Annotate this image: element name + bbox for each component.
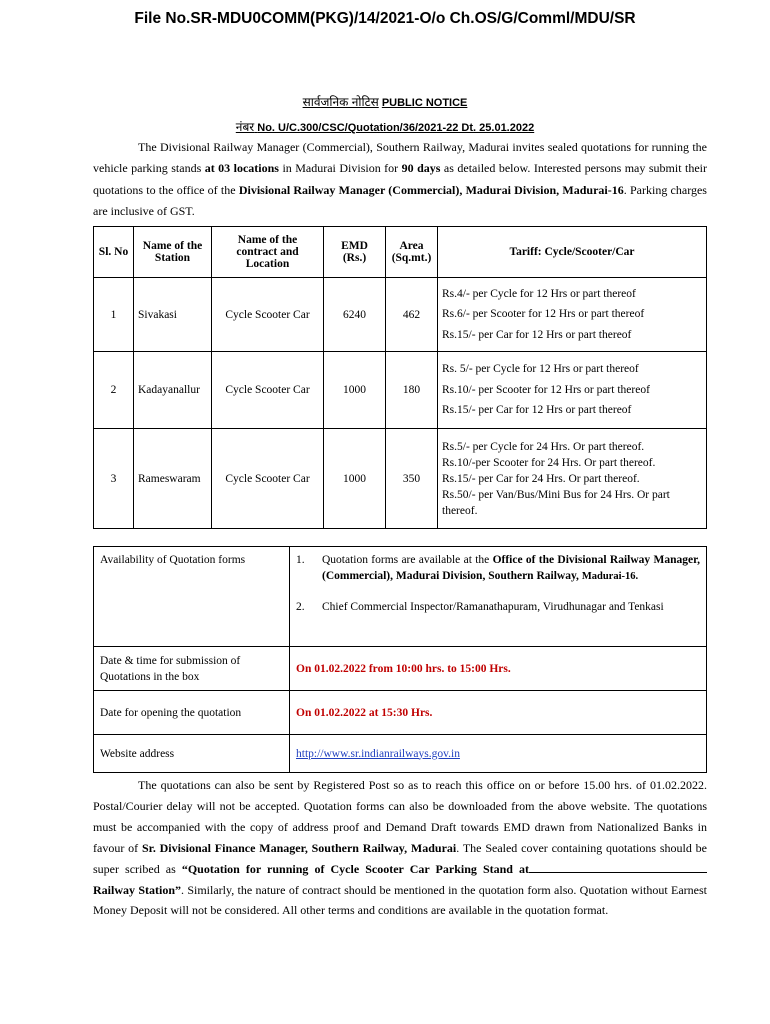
cell-sl: 2 bbox=[94, 352, 134, 429]
table-row bbox=[94, 647, 707, 691]
col-header-area: Area (Sq.mt.) bbox=[386, 227, 438, 278]
cell-contract: Cycle Scooter Car bbox=[212, 352, 324, 429]
cell-emd: 6240 bbox=[324, 278, 386, 352]
cell-sl: 3 bbox=[94, 429, 134, 529]
cell-area: 180 bbox=[386, 352, 438, 429]
number-hindi: नंबर bbox=[235, 120, 255, 134]
website-link[interactable]: http://www.sr.indianrailways.gov.in bbox=[296, 747, 460, 760]
cell-tariff: Rs. 5/- per Cycle for 12 Hrs or part thereof Rs.10/- per Scooter for 12 Hrs or part thereof Rs.15/- per Car for 12 Hrs or part thereof bbox=[438, 352, 707, 429]
cell-sl: 1 bbox=[94, 278, 134, 352]
submission-label: Date & time for submission of Quotations in the box bbox=[94, 647, 290, 691]
cell-station: Rameswaram bbox=[134, 429, 212, 529]
cell-station: Sivakasi bbox=[134, 278, 212, 352]
cell-tariff: Rs.4/- per Cycle for 12 Hrs or part thereof Rs.6/- per Scooter for 12 Hrs or part thereof Rs.15/- per Car for 12 Hrs or part thereof bbox=[438, 278, 707, 352]
quotation-details-table bbox=[93, 546, 707, 773]
cell-emd: 1000 bbox=[324, 352, 386, 429]
table-row bbox=[94, 735, 707, 773]
table-row bbox=[94, 278, 707, 352]
blank-underline bbox=[529, 862, 707, 873]
website-cell bbox=[290, 735, 707, 773]
website-label: Website address bbox=[94, 735, 290, 773]
table-row bbox=[94, 429, 707, 529]
notice-number bbox=[0, 118, 770, 135]
cell-contract: Cycle Scooter Car bbox=[212, 429, 324, 529]
col-header-tariff: Tariff: Cycle/Scooter/Car bbox=[438, 227, 707, 278]
table-row bbox=[94, 352, 707, 429]
opening-value: On 01.02.2022 at 15:30 Hrs. bbox=[290, 691, 707, 735]
opening-label: Date for opening the quotation bbox=[94, 691, 290, 735]
col-header-contract: Name of the contract and Location bbox=[212, 227, 324, 278]
intro-paragraph: The Divisional Railway Manager (Commercial), Southern Railway, Madurai invites sealed quotations for running the vehicle parking stands at 03 locations in Madurai Division for 90 days as detailed below. Interested persons may submit their quotations to the office of the Divisional Railway Manager (Commercial), Madurai Division, Madurai-16. Parking charges are inclusive of GST. bbox=[93, 140, 707, 219]
cell-area: 350 bbox=[386, 429, 438, 529]
list-item: 1. Quotation forms are available at the Office of the Divisional Railway Manager, (Commercial), Madurai Division, Southern Railway, Madurai-16. bbox=[296, 554, 700, 582]
closing-paragraph: The quotations can also be sent by Registered Post so as to reach this office on or before 15.00 hrs. of 01.02.2022. Postal/Courier delay will not be accepted. Quotation forms can also be downloaded from the above website. The quotations must be accompanied with the copy of address proof and Demand Draft towards EMD drawn from Nationalized Banks in favour of Sr. Divisional Finance Manager, Southern Railway, Madurai. The Sealed cover containing quotations should be super scribed as “Quotation for running of Cycle Scooter Car Parking Stand atRailway Station”. Similarly, the nature of contract should be mentioned in the quotation form also. Quotation without Earnest Money Deposit will not be considered. All other terms and conditions are available in the quotation format. bbox=[93, 778, 707, 918]
cell-area: 462 bbox=[386, 278, 438, 352]
list-item: 2. Chief Commercial Inspector/Ramanathapuram, Virudhunagar and Tenkasi bbox=[296, 601, 664, 613]
title-hindi: सार्वजनिक नोटिस bbox=[302, 95, 379, 109]
parking-locations-table bbox=[93, 226, 707, 529]
col-header-emd: EMD (Rs.) bbox=[324, 227, 386, 278]
cell-tariff: Rs.5/- per Cycle for 24 Hrs. Or part thereof. Rs.10/-per Scooter for 24 Hrs. Or part thereof. Rs.15/- per Car for 24 Hrs. Or part thereof. Rs.50/- per Van/Bus/Mini Bus for 24 Hrs. Or part thereof. bbox=[438, 429, 707, 529]
cell-contract: Cycle Scooter Car bbox=[212, 278, 324, 352]
table-row bbox=[94, 691, 707, 735]
table-header-row bbox=[94, 227, 707, 278]
notice-title bbox=[0, 93, 770, 110]
table-row bbox=[94, 547, 707, 647]
col-header-sl: Sl. No bbox=[94, 227, 134, 278]
availability-value bbox=[290, 547, 707, 647]
submission-value: On 01.02.2022 from 10:00 hrs. to 15:00 Hrs. bbox=[290, 647, 707, 691]
file-number-header: File No.SR-MDU0COMM(PKG)/14/2021-O/o Ch.OS/G/Comml/MDU/SR bbox=[134, 10, 636, 27]
availability-label: Availability of Quotation forms bbox=[94, 547, 290, 647]
number-text: No. U/C.300/CSC/Quotation/36/2021-22 Dt. 25.01.2022 bbox=[257, 122, 535, 134]
cell-station: Kadayanallur bbox=[134, 352, 212, 429]
col-header-station: Name of the Station bbox=[134, 227, 212, 278]
cell-emd: 1000 bbox=[324, 429, 386, 529]
title-english: PUBLIC NOTICE bbox=[381, 97, 468, 109]
